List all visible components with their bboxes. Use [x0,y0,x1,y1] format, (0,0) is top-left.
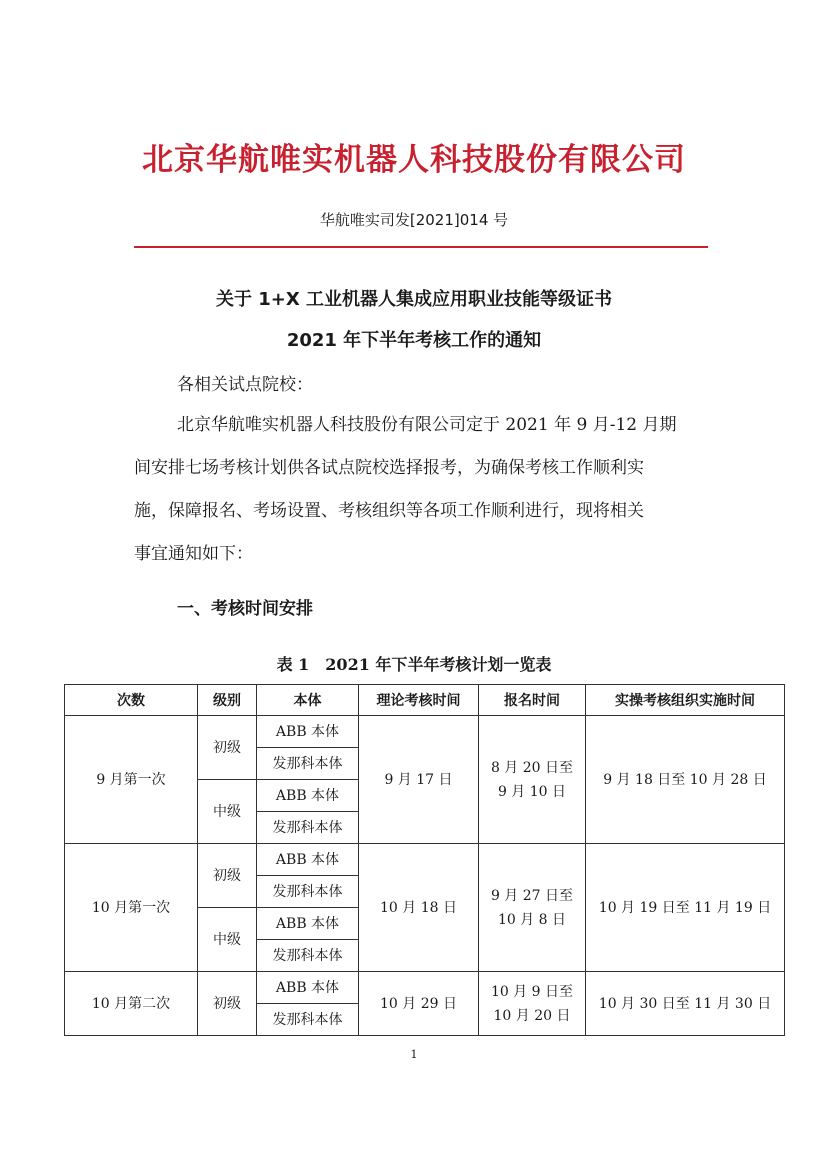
practical-time-cell: 10 月 30 日至 11 月 30 日 [586,972,785,1036]
registration-end: 9 月 10 日 [497,783,567,800]
robot-body-cell: ABB 本体 [257,780,359,812]
body-line-2: 间安排七场考核计划供各试点院校选择报考，为确保考核工作顺利实 [134,458,644,478]
level-cell: 初级 [198,716,257,780]
header-body: 本体 [257,685,359,716]
header-session: 次数 [65,685,198,716]
registration-end: 10 月 8 日 [497,911,567,928]
registration-time-cell [479,844,586,972]
theory-time-cell: 10 月 29 日 [359,972,479,1036]
registration-start: 8 月 20 日至 [490,759,574,776]
session-cell: 9 月第一次 [65,716,198,844]
table-row [65,716,785,748]
practical-time-cell: 10 月 19 日至 11 月 19 日 [586,844,785,972]
robot-body-cell: 发那科本体 [257,1004,359,1036]
table-row [65,844,785,876]
page-number: 1 [410,1048,418,1061]
notice-title-line1: 关于 1+X 工业机器人集成应用职业技能等级证书 [215,289,612,310]
registration-time-cell [479,972,586,1036]
level-cell: 中级 [198,780,257,844]
registration-start: 9 月 27 日至 [490,887,574,904]
body-line-4: 事宜通知如下： [134,544,253,564]
letterhead-divider [134,246,708,248]
robot-body-cell: ABB 本体 [257,972,359,1004]
robot-body-cell: 发那科本体 [257,876,359,908]
session-cell: 10 月第二次 [65,972,198,1036]
registration-end: 10 月 20 日 [493,1007,571,1024]
body-line-1: 北京华航唯实机器人科技股份有限公司定于 2021 年 9 月-12 月期 [177,415,677,435]
notice-title-line2: 2021 年下半年考核工作的通知 [286,330,542,351]
salutation: 各相关试点院校： [177,375,313,395]
robot-body-cell: ABB 本体 [257,844,359,876]
header-practical-time: 实操考核组织实施时间 [586,685,785,716]
registration-start: 10 月 9 日至 [490,983,574,1000]
table-caption: 表 1 2021 年下半年考核计划一览表 [276,655,552,674]
document-number: 华航唯实司发[2021]014 号 [319,211,509,229]
robot-body-cell: 发那科本体 [257,940,359,972]
body-line-3: 施，保障报名、考场设置、考核组织等各项工作顺利进行，现将相关 [134,501,644,521]
robot-body-cell: ABB 本体 [257,908,359,940]
level-cell: 初级 [198,972,257,1036]
section-heading: 一、考核时间安排 [177,599,313,619]
registration-time-cell [479,716,586,844]
session-cell: 10 月第一次 [65,844,198,972]
header-level: 级别 [198,685,257,716]
table-row [65,972,785,1004]
exam-schedule-table [64,684,785,1036]
robot-body-cell: 发那科本体 [257,748,359,780]
table-header-row [65,685,785,716]
practical-time-cell: 9 月 18 日至 10 月 28 日 [586,716,785,844]
theory-time-cell: 9 月 17 日 [359,716,479,844]
company-letterhead: 北京华航唯实机器人科技股份有限公司 [142,142,686,178]
robot-body-cell: ABB 本体 [257,716,359,748]
header-registration-time: 报名时间 [479,685,586,716]
robot-body-cell: 发那科本体 [257,812,359,844]
header-theory-time: 理论考核时间 [359,685,479,716]
level-cell: 初级 [198,844,257,908]
level-cell: 中级 [198,908,257,972]
theory-time-cell: 10 月 18 日 [359,844,479,972]
